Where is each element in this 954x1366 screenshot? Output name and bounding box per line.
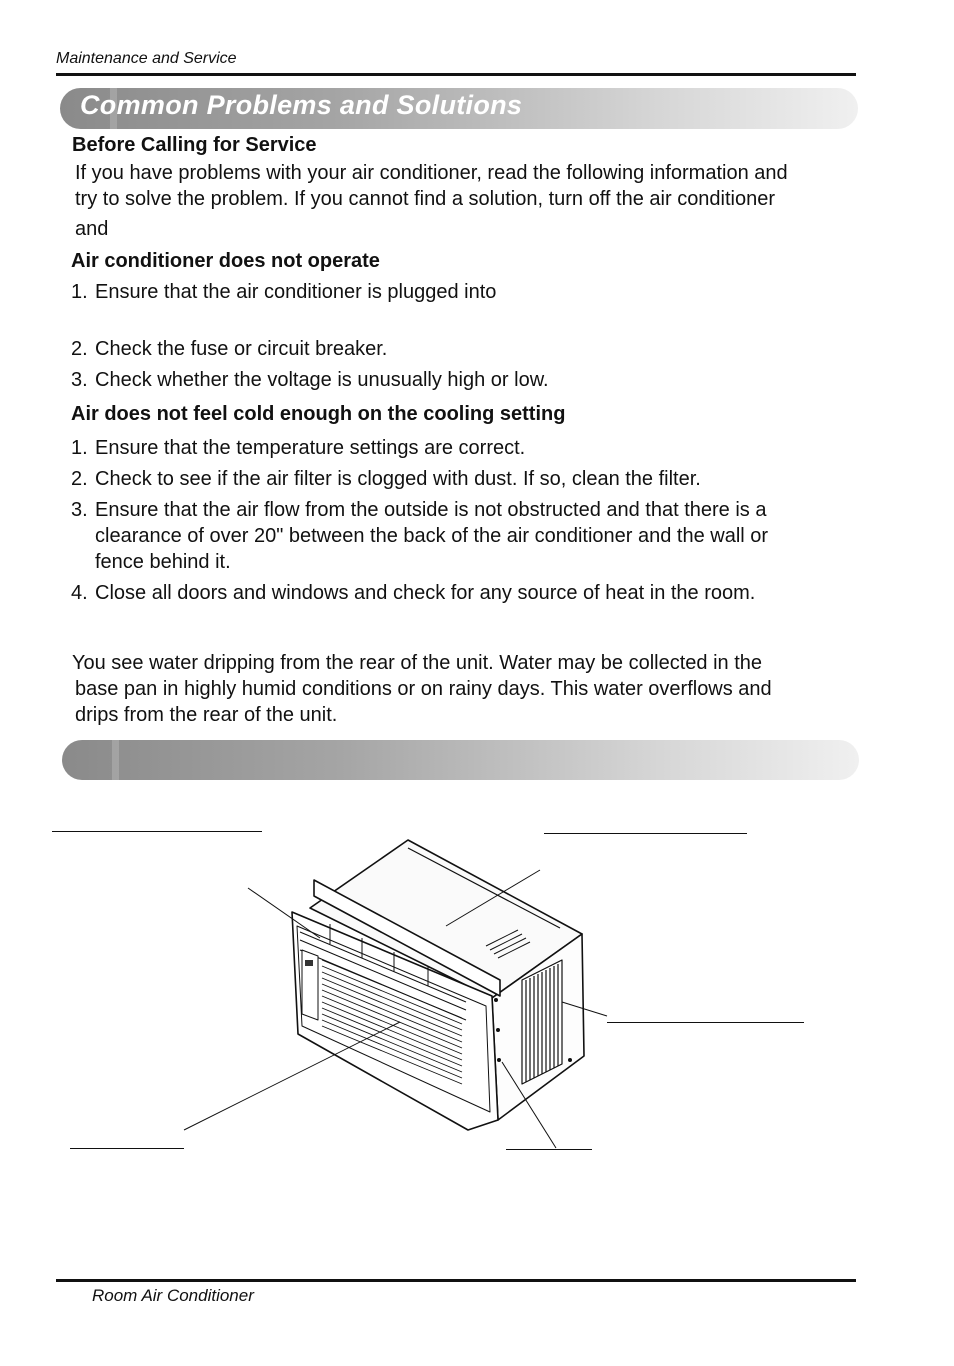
list-item-number: 2.	[71, 468, 88, 490]
list-item-text: Check to see if the air filter is clogged with dust. If so, clean the filter.	[95, 468, 701, 490]
list-item-text: Ensure that the air flow from the outside is not obstructed and that there is a	[95, 499, 767, 521]
footer-label: Room Air Conditioner	[92, 1286, 254, 1305]
before-service-line-1: If you have problems with your air conditioner, read the following information and	[75, 162, 788, 184]
list-item-text: Check the fuse or circuit breaker.	[95, 338, 388, 360]
before-service-heading: Before Calling for Service	[72, 134, 317, 156]
list-item	[71, 367, 871, 393]
list-item-number: 1.	[71, 281, 88, 303]
header-rule	[56, 73, 856, 76]
before-service-line-2: try to solve the problem. If you cannot find a solution, turn off the air conditioner	[75, 188, 776, 210]
list-item	[71, 279, 871, 305]
list-item-text: Ensure that the temperature settings are correct.	[95, 437, 526, 459]
section-label: Maintenance and Service	[56, 50, 237, 67]
not-operate-heading: Air conditioner does not operate	[71, 250, 380, 272]
page-title: Common Problems and Solutions	[80, 90, 523, 120]
section-banner	[60, 88, 858, 129]
list-item	[71, 435, 871, 461]
list-item-text: clearance of over 20" between the back of the air conditioner and the wall or	[95, 525, 769, 547]
list-item-text: fence behind it.	[95, 551, 231, 573]
list-item-text: Close all doors and windows and check for any source of heat in the room.	[95, 582, 756, 604]
water-line-2: base pan in highly humid conditions or on rainy days. This water overflows and	[75, 678, 772, 700]
list-item-number: 4.	[71, 582, 88, 604]
before-service-line-3: and	[75, 218, 109, 240]
list-item-text: Ensure that the air conditioner is plugged into	[95, 281, 497, 303]
list-item	[71, 336, 871, 362]
not-cold-heading: Air does not feel cold enough on the cooling setting	[71, 403, 566, 425]
water-line-3: drips from the rear of the unit.	[75, 704, 338, 726]
list-item-number: 1.	[71, 437, 88, 459]
list-item	[71, 497, 871, 575]
list-item	[71, 580, 871, 606]
footer-rule	[56, 1279, 856, 1282]
list-item	[71, 466, 871, 492]
list-item-number: 3.	[71, 369, 88, 391]
list-item-number: 3.	[71, 499, 88, 521]
list-item-number: 2.	[71, 338, 88, 360]
section-banner	[62, 740, 859, 780]
list-item-text: Check whether the voltage is unusually high or low.	[95, 369, 549, 391]
water-line-1: You see water dripping from the rear of the unit. Water may be collected in the	[72, 652, 762, 674]
air-conditioner-illustration	[0, 820, 954, 1240]
